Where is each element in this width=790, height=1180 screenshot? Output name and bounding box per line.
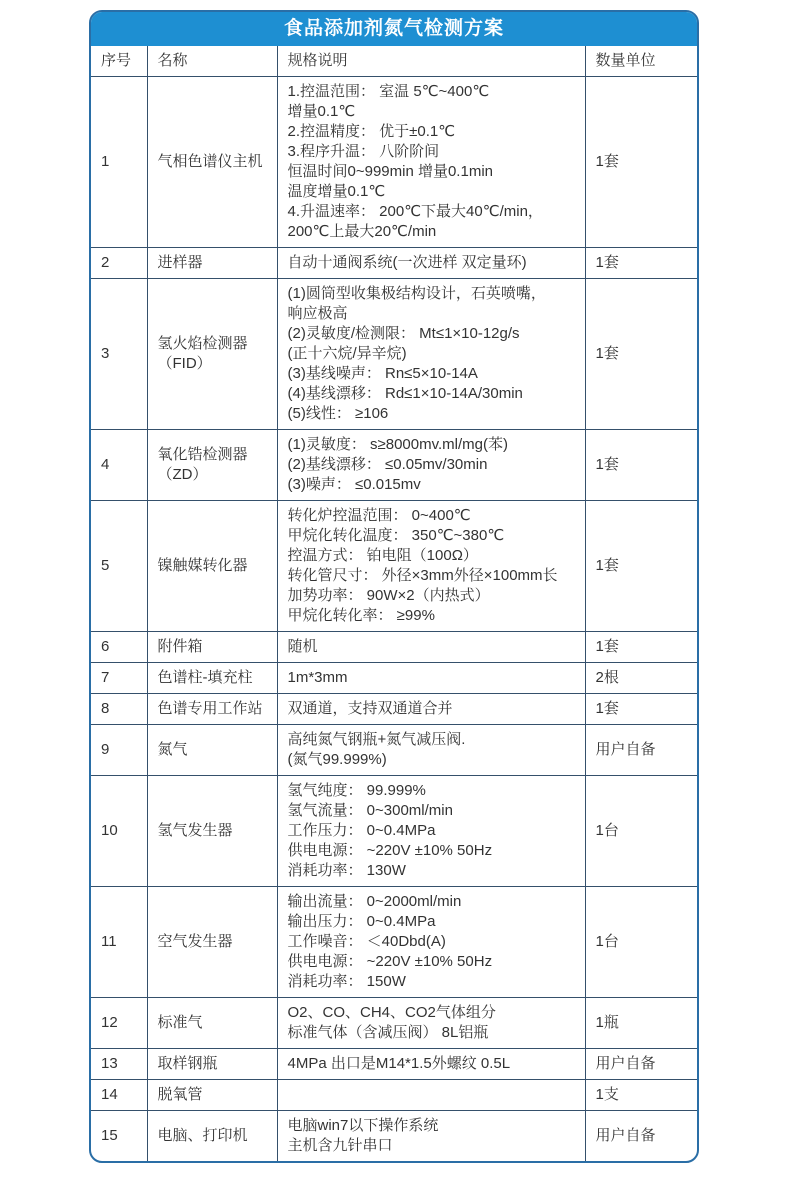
table-row: [91, 1080, 697, 1111]
item-name: 镍触媒转化器: [147, 501, 277, 632]
item-spec: [277, 694, 585, 725]
item-spec: [277, 1080, 585, 1111]
item-name: 标准气: [147, 998, 277, 1049]
spec-line: 自动十通阀系统(一次进样 双定量环): [287, 254, 527, 271]
item-quantity: 1套: [585, 279, 697, 430]
spec-line: 输出压力： 0~0.4MPa: [287, 913, 436, 930]
page-title: 食品添加剂氮气检测方案: [91, 12, 697, 46]
table-header-row: [91, 46, 697, 77]
spec-line: 转化炉控温范围： 0~400℃: [287, 507, 471, 524]
spec-line: 控温方式： 铂电阻（100Ω）: [287, 547, 478, 564]
spec-line: (1)灵敏度： s≥8000mv.ml/mg(苯): [287, 436, 508, 453]
item-spec: [277, 1049, 585, 1080]
item-quantity: 1支: [585, 1080, 697, 1111]
spec-line: 甲烷化转化率： ≥99%: [287, 607, 435, 624]
table-row: [91, 663, 697, 694]
row-number: 14: [91, 1080, 147, 1111]
row-number: 9: [91, 725, 147, 776]
spec-line: 1.控温范围： 室温 5℃~400℃: [287, 83, 490, 100]
spec-line: 电脑win7以下操作系统: [287, 1117, 439, 1134]
item-spec: [277, 632, 585, 663]
row-number: 13: [91, 1049, 147, 1080]
table-row: [91, 430, 697, 501]
item-name: 脱氧管: [147, 1080, 277, 1111]
spec-line: 输出流量： 0~2000ml/min: [287, 893, 462, 910]
spec-line: 工作噪音： ＜40Dbd(A): [287, 933, 446, 950]
item-quantity: 用户自备: [585, 1111, 697, 1162]
item-spec: [277, 501, 585, 632]
spec-line: 4.升温速率： 200℃下最大40℃/min，: [287, 203, 543, 220]
spec-sheet: [89, 10, 699, 1163]
item-quantity: 1套: [585, 632, 697, 663]
table-row: [91, 694, 697, 725]
item-quantity: 用户自备: [585, 1049, 697, 1080]
item-quantity: 1瓶: [585, 998, 697, 1049]
row-number: 15: [91, 1111, 147, 1162]
item-spec: [277, 663, 585, 694]
item-name: 氧化锆检测器（ZD）: [147, 430, 277, 501]
item-spec: [277, 998, 585, 1049]
item-quantity: 1套: [585, 501, 697, 632]
item-spec: [277, 1111, 585, 1162]
item-name: 电脑、打印机: [147, 1111, 277, 1162]
spec-line: (2)灵敏度/检测限： Mt≤1×10-12g/s: [287, 325, 520, 342]
spec-line: 1m*3mm: [287, 669, 348, 686]
spec-line: 加势功率： 90W×2（内热式）: [287, 587, 490, 604]
row-number: 12: [91, 998, 147, 1049]
row-number: 7: [91, 663, 147, 694]
spec-line: 2.控温精度： 优于±0.1℃: [287, 123, 456, 140]
spec-line: 工作压力： 0~0.4MPa: [287, 822, 436, 839]
spec-line: 高纯氮气钢瓶+氮气减压阀.: [287, 731, 466, 748]
spec-line: 增量0.1℃: [287, 103, 356, 120]
item-quantity: 用户自备: [585, 725, 697, 776]
spec-line: 温度增量0.1℃: [287, 183, 386, 200]
spec-line: (3)噪声： ≤0.015mv: [287, 476, 421, 493]
item-spec: [277, 887, 585, 998]
item-name: 气相色谱仪主机: [147, 77, 277, 248]
item-name: 进样器: [147, 248, 277, 279]
spec-line: (2)基线漂移： ≤0.05mv/30min: [287, 456, 488, 473]
row-number: 1: [91, 77, 147, 248]
spec-line: 响应极高: [287, 305, 348, 322]
spec-line: 供电电源： ~220V ±10% 50Hz: [287, 842, 493, 859]
spec-line: 主机含九针串口: [287, 1137, 393, 1154]
item-spec: [277, 430, 585, 501]
item-quantity: 1套: [585, 430, 697, 501]
item-spec: [277, 279, 585, 430]
spec-line: 甲烷化转化温度： 350℃~380℃: [287, 527, 505, 544]
column-header-name: 名称: [147, 46, 277, 77]
row-number: 4: [91, 430, 147, 501]
table-row: [91, 632, 697, 663]
spec-line: 消耗功率： 130W: [287, 862, 406, 879]
item-quantity: 1台: [585, 887, 697, 998]
spec-line: 恒温时间0~999min 增量0.1min: [287, 163, 493, 180]
row-number: 3: [91, 279, 147, 430]
spec-line: 4MPa 出口是M14*1.5外螺纹 0.5L: [287, 1055, 511, 1072]
item-name: 氢气发生器: [147, 776, 277, 887]
row-number: 2: [91, 248, 147, 279]
column-header-qty: 数量单位: [585, 46, 697, 77]
table-row: [91, 77, 697, 248]
spec-line: (正十六烷/异辛烷): [287, 345, 407, 362]
row-number: 11: [91, 887, 147, 998]
item-name: 取样钢瓶: [147, 1049, 277, 1080]
item-spec: [277, 77, 585, 248]
item-name: 空气发生器: [147, 887, 277, 998]
row-number: 10: [91, 776, 147, 887]
row-number: 8: [91, 694, 147, 725]
item-quantity: 1台: [585, 776, 697, 887]
spec-line: (5)线性： ≥106: [287, 405, 389, 422]
spec-line: 标准气体（含减压阀） 8L铝瓶: [287, 1024, 489, 1041]
item-name: 色谱柱-填充柱: [147, 663, 277, 694]
item-name: 色谱专用工作站: [147, 694, 277, 725]
item-spec: [277, 725, 585, 776]
column-header-no: 序号: [91, 46, 147, 77]
spec-line: 双通道，支持双通道合并: [287, 700, 453, 717]
spec-line: 随机: [287, 638, 318, 655]
item-name: 氢火焰检测器（FID）: [147, 279, 277, 430]
spec-line: (3)基线噪声： Rn≤5×10-14A: [287, 365, 478, 382]
row-number: 5: [91, 501, 147, 632]
spec-table: [91, 46, 697, 1161]
table-row: [91, 1049, 697, 1080]
spec-line: (4)基线漂移： Rd≤1×10-14A/30min: [287, 385, 523, 402]
table-row: [91, 1111, 697, 1162]
item-name: 附件箱: [147, 632, 277, 663]
column-header-spec: 规格说明: [277, 46, 585, 77]
table-row: [91, 725, 697, 776]
row-number: 6: [91, 632, 147, 663]
table-row: [91, 776, 697, 887]
item-quantity: 1套: [585, 248, 697, 279]
spec-line: (1)圆筒型收集极结构设计，石英喷嘴，: [287, 285, 546, 302]
item-spec: [277, 776, 585, 887]
item-quantity: 2根: [585, 663, 697, 694]
table-row: [91, 998, 697, 1049]
item-spec: [277, 248, 585, 279]
spec-line: 200℃上最大20℃/min: [287, 223, 437, 240]
spec-line: 供电电源： ~220V ±10% 50Hz: [287, 953, 493, 970]
table-row: [91, 248, 697, 279]
item-quantity: 1套: [585, 694, 697, 725]
table-row: [91, 887, 697, 998]
spec-line: 3.程序升温： 八阶阶间: [287, 143, 440, 160]
spec-line: 消耗功率： 150W: [287, 973, 406, 990]
table-row: [91, 279, 697, 430]
item-name: 氮气: [147, 725, 277, 776]
item-quantity: 1套: [585, 77, 697, 248]
spec-line: (氮气99.999%): [287, 751, 387, 768]
spec-line: 氢气纯度： 99.999%: [287, 782, 426, 799]
spec-line: O2、CO、CH4、CO2气体组分: [287, 1004, 496, 1021]
spec-line: 氢气流量： 0~300ml/min: [287, 802, 453, 819]
spec-line: 转化管尺寸： 外径×3mm外径×100mm长: [287, 567, 558, 584]
table-row: [91, 501, 697, 632]
